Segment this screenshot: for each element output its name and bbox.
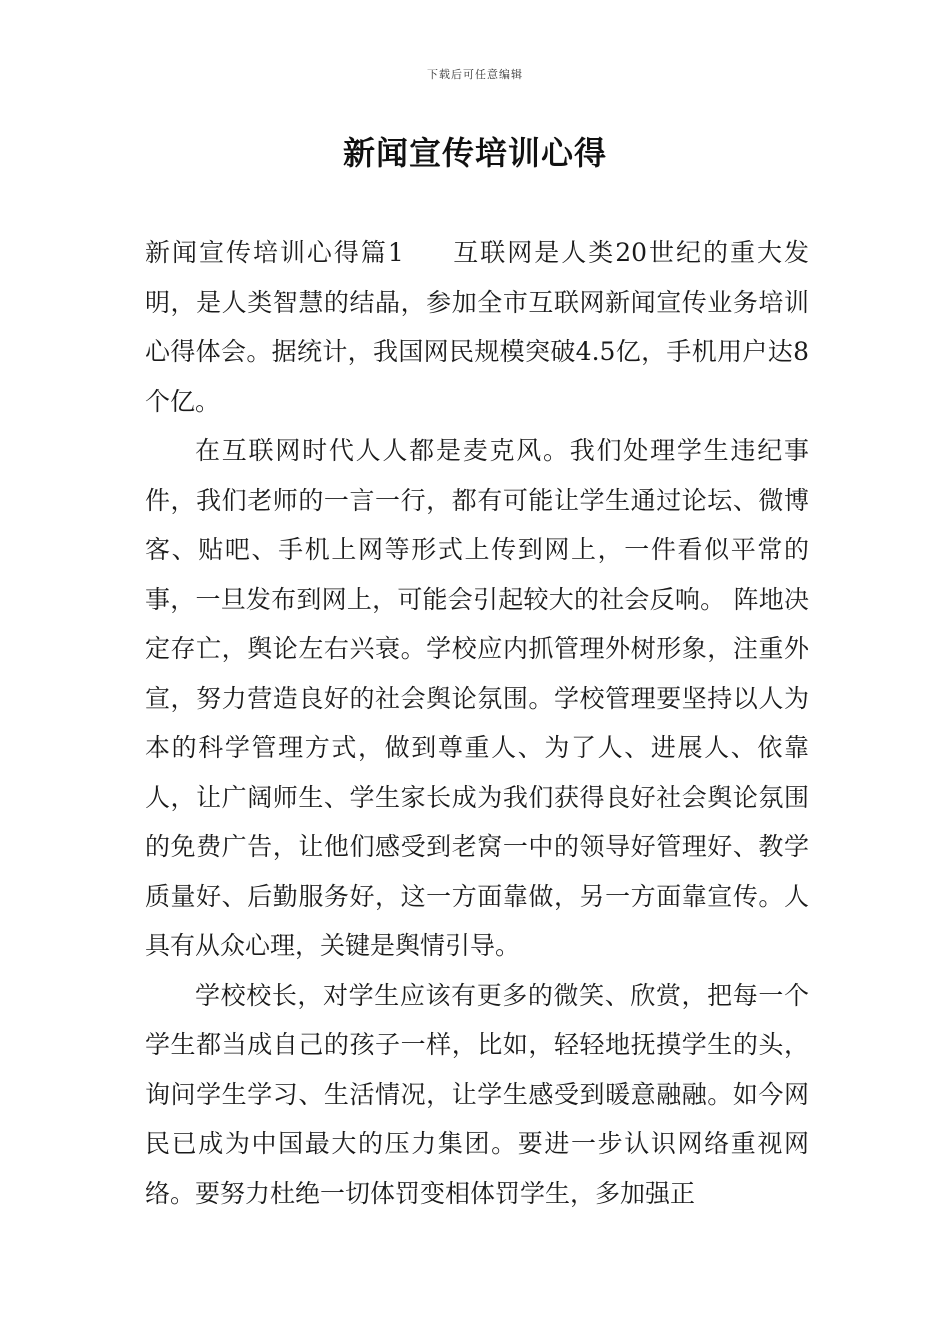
document-body bbox=[145, 228, 809, 1218]
paragraph-2: 在互联网时代人人都是麦克风。我们处理学生违纪事件，我们老师的一言一行，都有可能让学生通过论坛、微博客、贴吧、手机上网等形式上传到网上，一件看似平常的事，一旦发布到网上，可能会引起较大的社会反响。 阵地决定存亡，舆论左右兴衰。学校应内抓管理外树形象，注重外宣，努力营造良好的社会舆论氛围。学校管理要坚持以人为本的科学管理方式，做到尊重人、为了人、进展人、依靠人，让广阔师生、学生家长成为我们获得良好社会舆论氛围的免费广告，让他们感受到老窝一中的领导好管理好、教学质量好、后勤服务好，这一方面靠做，另一方面靠宣传。人具有从众心理，关键是舆情引导。 bbox=[145, 436, 809, 960]
header-note: 下载后可任意编辑 bbox=[427, 68, 523, 81]
section-label: 新闻宣传培训心得篇1 bbox=[145, 238, 404, 267]
paragraph-3: 学校校长，对学生应该有更多的微笑、欣赏，把每一个学生都当成自己的孩子一样，比如，轻轻地抚摸学生的头，询问学生学习、生活情况，让学生感受到暖意融融。如今网民已成为中国最大的压力集团。要进一步认识网络重视网络。要努力杜绝一切体罚变相体罚学生，多加强正 bbox=[145, 980, 809, 1208]
document-title: 新闻宣传培训心得 bbox=[342, 134, 607, 172]
paragraph-1-text: 互联网是人类20世纪的重大发明，是人类智慧的结晶，参加全市互联网新闻宣传业务培训心得体会。据统计，我国网民规模突破4.5亿，手机用户达8个亿。 bbox=[145, 238, 809, 416]
paragraph-1 bbox=[145, 228, 809, 426]
